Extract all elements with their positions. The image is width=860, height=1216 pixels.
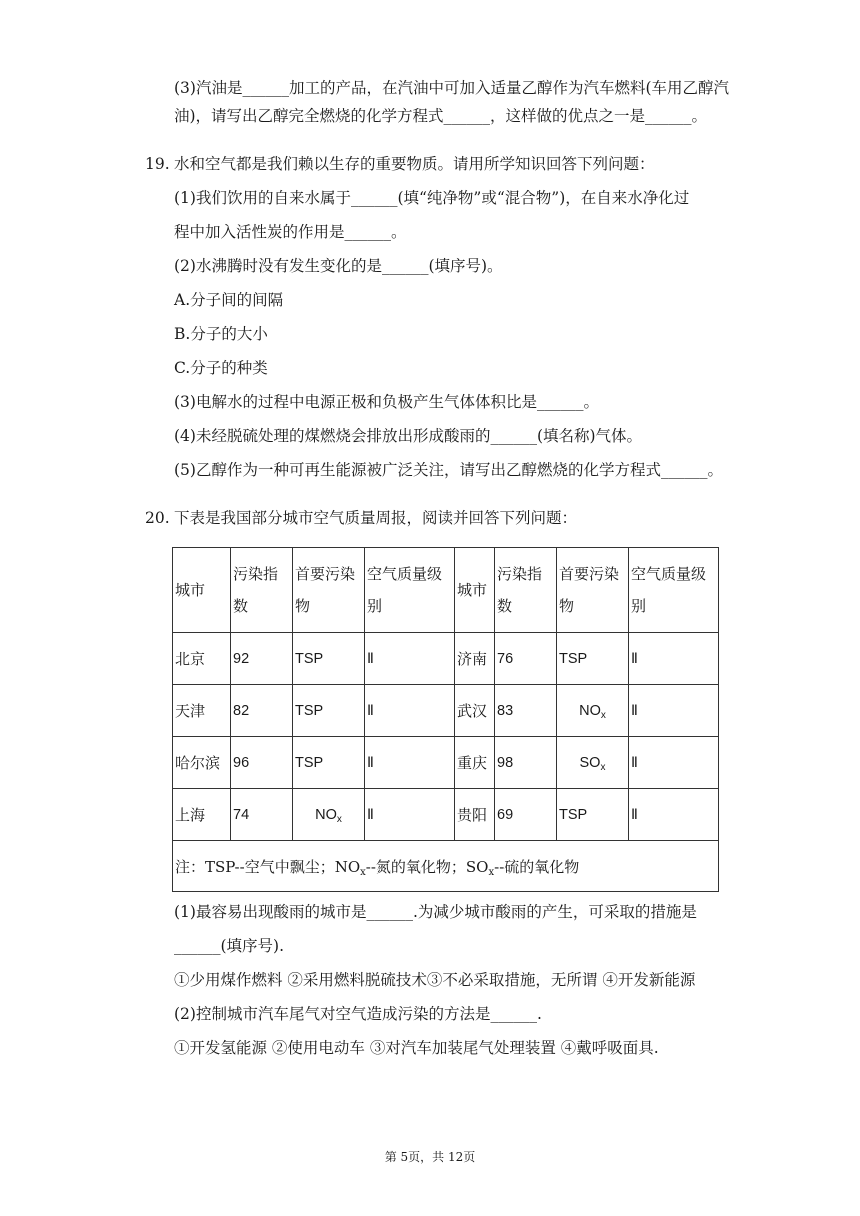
pollutant-cell: TSP: [293, 633, 365, 685]
header-pollution-index: 污染指数: [231, 548, 293, 633]
city-cell: 北京: [173, 633, 231, 685]
header-city: 城市: [173, 548, 231, 633]
q18-part3-line2: 油)，请写出乙醇完全燃烧的化学方程式______，这样做的优点之一是______。: [174, 107, 708, 125]
q19-part3: (3)电解水的过程中电源正极和负极产生气体体积比是______。: [174, 393, 599, 411]
table-note: [173, 841, 719, 892]
index-cell: 96: [231, 737, 293, 789]
pollutant-cell: TSP: [557, 633, 629, 685]
level-cell: Ⅱ: [629, 685, 719, 737]
formula-subscript: x: [600, 761, 606, 773]
level-cell: Ⅱ: [365, 789, 455, 841]
city-cell: 天津: [173, 685, 231, 737]
q20-part2: (2)控制城市汽车尾气对空气造成污染的方法是______.: [174, 1005, 542, 1023]
q20-part2-options: ①开发氢能源 ②使用电动车 ③对汽车加装尾气处理装置 ④戴呼吸面具.: [174, 1039, 659, 1057]
formula-base: NO: [315, 806, 337, 823]
q20-number: 20.: [145, 509, 170, 527]
level-cell: Ⅱ: [365, 737, 455, 789]
index-cell: 76: [495, 633, 557, 685]
pollutant-cell: TSP: [557, 789, 629, 841]
city-cell: 重庆: [455, 737, 495, 789]
city-cell: 贵阳: [455, 789, 495, 841]
q18-part3-line1: (3)汽油是______加工的产品，在汽油中可加入适量乙醇作为汽车燃料(车用乙醇汽: [174, 79, 730, 97]
header-primary-pollutant: 首要污染物: [293, 548, 365, 633]
level-cell: Ⅱ: [365, 633, 455, 685]
pollutant-cell: TSP: [293, 737, 365, 789]
index-cell: 83: [495, 685, 557, 737]
city-cell: 上海: [173, 789, 231, 841]
formula-subscript: x: [600, 709, 606, 721]
q19-part1-line2: 程中加入活性炭的作用是______。: [174, 223, 407, 241]
note-part: 注：TSP--空气中飘尘；NO: [175, 857, 361, 876]
q19-part5: (5)乙醇作为一种可再生能源被广泛关注，请写出乙醇燃烧的化学方程式______。: [174, 461, 723, 479]
q19-part2: (2)水沸腾时没有发生变化的是______(填序号)。: [174, 257, 503, 275]
index-cell: 82: [231, 685, 293, 737]
note-subscript: x: [488, 866, 495, 878]
q19-part4: (4)未经脱硫处理的煤燃烧会排放出形成酸雨的______(填名称)气体。: [174, 427, 643, 445]
q19-number: 19.: [145, 155, 170, 173]
header-primary-pollutant: 首要污染物: [557, 548, 629, 633]
formula-base: SO: [579, 754, 601, 771]
table-row: [173, 737, 719, 789]
page-footer: 第 5页，共 12页: [384, 1150, 476, 1164]
q19-option-b: B.分子的大小: [174, 325, 268, 343]
pollutant-cell: TSP: [293, 685, 365, 737]
q20-stem: 下表是我国部分城市空气质量周报，阅读并回答下列问题：: [174, 509, 578, 527]
header-pollution-index: 污染指数: [495, 548, 557, 633]
note-part: --氮的氧化物；SO: [365, 857, 489, 876]
q19-option-a: A.分子间的间隔: [174, 291, 284, 309]
index-cell: 69: [495, 789, 557, 841]
index-cell: 92: [231, 633, 293, 685]
header-city: 城市: [455, 548, 495, 633]
table-header-row: [173, 548, 719, 633]
level-cell: Ⅱ: [365, 685, 455, 737]
pollutant-cell: [557, 685, 629, 737]
q19-stem: 水和空气都是我们赖以生存的重要物质。请用所学知识回答下列问题：: [174, 155, 655, 173]
city-cell: 哈尔滨: [173, 737, 231, 789]
city-cell: 武汉: [455, 685, 495, 737]
q20-part1-options: ①少用煤作燃料 ②采用燃料脱硫技术③不必采取措施，无所谓 ④开发新能源: [174, 971, 696, 989]
formula-base: NO: [579, 702, 601, 719]
q20-part1-line2: ______(填序号).: [174, 937, 285, 955]
q19-option-c: C.分子的种类: [174, 359, 268, 377]
table-row: [173, 633, 719, 685]
level-cell: Ⅱ: [629, 789, 719, 841]
note-part: --硫的氧化物: [494, 857, 580, 876]
note-subscript: x: [360, 866, 366, 878]
q20-part1-line1: (1)最容易出现酸雨的城市是______.为减少城市酸雨的产生，可采取的措施是: [174, 903, 697, 921]
index-cell: 74: [231, 789, 293, 841]
index-cell: 98: [495, 737, 557, 789]
level-cell: Ⅱ: [629, 633, 719, 685]
air-quality-table: [172, 547, 719, 892]
q19-part1-line1: (1)我们饮用的自来水属于______(填“纯净物”或“混合物”)，在自来水净化过: [174, 189, 690, 207]
header-air-quality-level: 空气质量级别: [629, 548, 719, 633]
table-note-row: [173, 841, 719, 892]
header-air-quality-level: 空气质量级别: [365, 548, 455, 633]
table-row: [173, 685, 719, 737]
level-cell: Ⅱ: [629, 737, 719, 789]
pollutant-cell: [557, 737, 629, 789]
formula-subscript: x: [336, 813, 342, 825]
table-row: [173, 789, 719, 841]
city-cell: 济南: [455, 633, 495, 685]
pollutant-cell: [293, 789, 365, 841]
